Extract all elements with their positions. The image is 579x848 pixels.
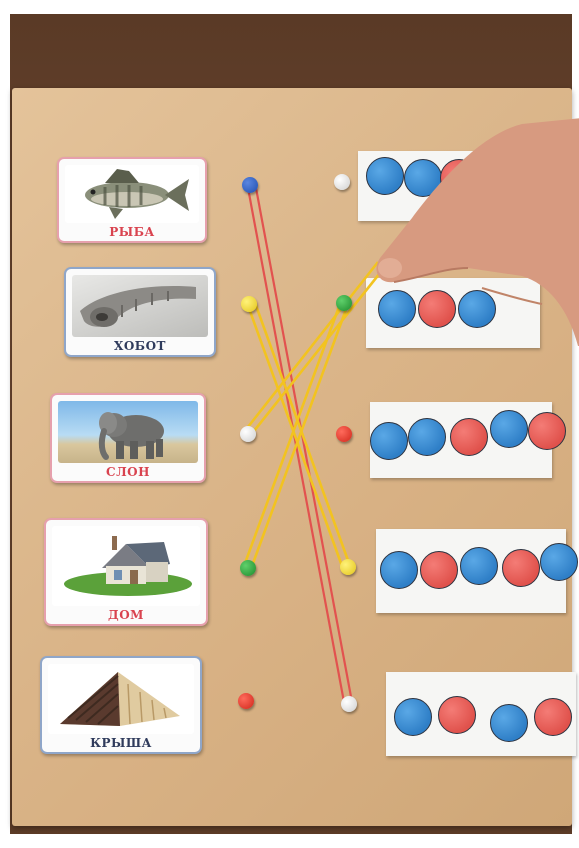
peg-green[interactable] [336, 295, 352, 311]
card-label: ДОМ [108, 608, 144, 622]
peg-white[interactable] [334, 174, 350, 190]
peg-red[interactable] [238, 693, 254, 709]
red-band[interactable] [248, 188, 352, 702]
card-label: СЛОН [106, 465, 150, 479]
peg-white[interactable] [341, 696, 357, 712]
hand [372, 118, 579, 348]
peg-yellow[interactable] [241, 296, 257, 312]
peg-yellow[interactable] [340, 559, 356, 575]
peg-blue[interactable] [242, 177, 258, 193]
card-label: КРЫША [90, 736, 152, 750]
peg-green[interactable] [240, 560, 256, 576]
peg-white[interactable] [240, 426, 256, 442]
peg-red[interactable] [336, 426, 352, 442]
card-label: ХОБОТ [114, 339, 166, 353]
card-label: РЫБА [109, 225, 155, 239]
